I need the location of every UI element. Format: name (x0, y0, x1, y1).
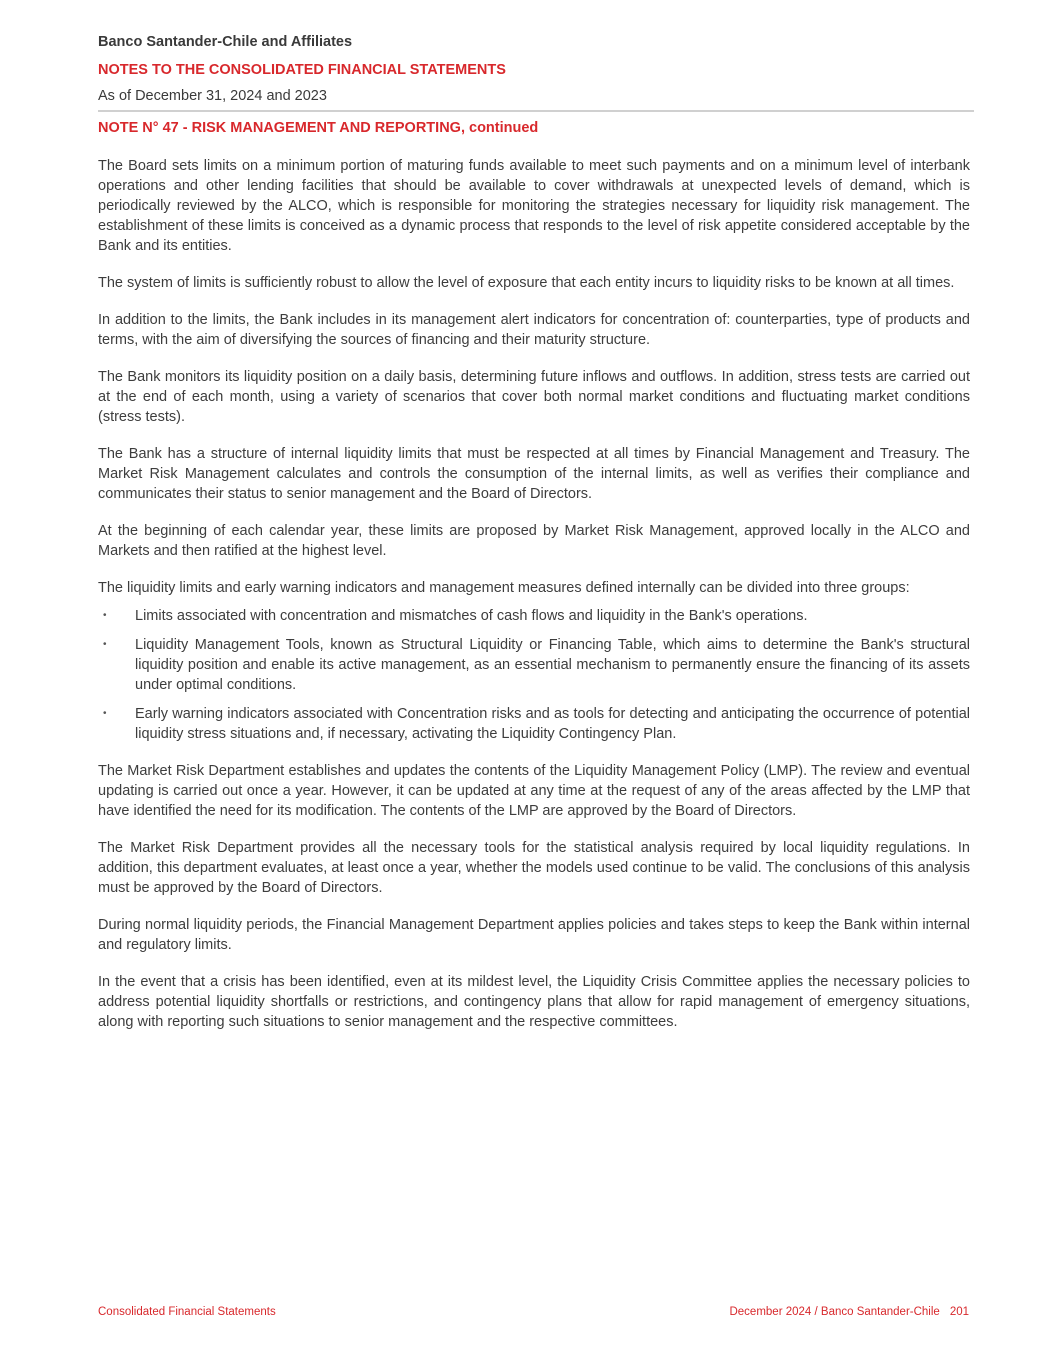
header-divider (98, 110, 974, 112)
limit-groups-list (98, 606, 970, 744)
list-item (98, 704, 970, 744)
footer-right (729, 1306, 969, 1318)
paragraph: The liquidity limits and early warning indicators and management measures defined internally can be divided into three groups: (98, 580, 910, 596)
company-name: Banco Santander-Chile and Affiliates (98, 34, 353, 50)
bullet-icon: • (103, 610, 107, 621)
paragraph: At the beginning of each calendar year, these limits are proposed by Market Risk Management, approved locally in the ALCO and Markets and then ratified at the highest level. (98, 523, 970, 559)
list-item-text: Early warning indicators associated with Concentration risks and as tools for detecting and anticipating the occurrence of potential liquidity stress situations and, if necessary, activating the Liquidity Contingency Plan. (135, 706, 970, 742)
bullet-icon: • (103, 708, 107, 719)
footer-left: Consolidated Financial Statements (98, 1306, 276, 1318)
paragraph: The Board sets limits on a minimum portion of maturing funds available to meet such payments and on a minimum level of interbank operations and other lending facilities that should be available to cover withdrawals at unexpected levels of demand, which is periodically reviewed by the ALCO, which is responsible for monitoring the strategies necessary for liquidity risk management. The establishment of these limits is conceived as a dynamic process that responds to the level of risk appetite considered acceptable by the Bank and its entities. (98, 158, 970, 254)
note-title: NOTE N° 47 - RISK MANAGEMENT AND REPORTING, continued (98, 120, 539, 136)
note-body (98, 156, 970, 1049)
bullet-icon: • (103, 639, 107, 650)
paragraph: The Market Risk Department provides all the necessary tools for the statistical analysis required by local liquidity regulations. In addition, this department evaluates, at least once a year, whether the models used continue to be valid. The conclusions of this analysis must be approved by the Board of Directors. (98, 840, 970, 896)
list-item-text: Limits associated with concentration and mismatches of cash flows and liquidity in the Bank's operations. (135, 608, 808, 624)
page-number: 201 (949, 1306, 969, 1318)
notes-title: NOTES TO THE CONSOLIDATED FINANCIAL STATEMENTS (98, 62, 506, 78)
list-item (98, 606, 970, 626)
footer-publication: December 2024 / Banco Santander-Chile (729, 1306, 940, 1318)
paragraph: The Market Risk Department establishes and updates the contents of the Liquidity Management Policy (LMP). The review and eventual updating is carried out once a year. However, it can be updated at any time at the request of any of the areas affected by the LMP that have identified the need for its modification. The contents of the LMP are approved by the Board of Directors. (98, 763, 970, 819)
paragraph: In the event that a crisis has been identified, even at its mildest level, the Liquidity Crisis Committee applies the necessary policies to address potential liquidity shortfalls or restrictions, and contingency plans that allow for rapid management of emergency situations, along with reporting such situations to senior management and the respective committees. (98, 974, 970, 1030)
paragraph: The Bank has a structure of internal liquidity limits that must be respected at all times by Financial Management and Treasury. The Market Risk Management calculates and controls the consumption of the internal limits, as well as verifies their compliance and communicates their status to senior management and the Board of Directors. (98, 446, 970, 502)
list-item-text: Liquidity Management Tools, known as Structural Liquidity or Financing Table, which aims to determine the Bank's structural liquidity position and enable its active management, as an essential mechanism to permanently ensure the financing of its assets under optimal conditions. (135, 637, 970, 693)
paragraph: During normal liquidity periods, the Financial Management Department applies policies and takes steps to keep the Bank within internal and regulatory limits. (98, 917, 970, 953)
paragraph: The Bank monitors its liquidity position on a daily basis, determining future inflows and outflows. In addition, stress tests are carried out at the end of each month, using a variety of scenarios that cover both normal market conditions and fluctuating market conditions (stress tests). (98, 369, 970, 425)
paragraph: The system of limits is sufficiently robust to allow the level of exposure that each entity incurs to liquidity risks to be known at all times. (98, 275, 955, 291)
paragraph: In addition to the limits, the Bank includes in its management alert indicators for concentration of: counterparties, type of products and terms, with the aim of diversifying the sources of financing and their maturity structure. (98, 312, 970, 348)
as-of-date: As of December 31, 2024 and 2023 (98, 88, 327, 104)
list-item (98, 635, 970, 695)
